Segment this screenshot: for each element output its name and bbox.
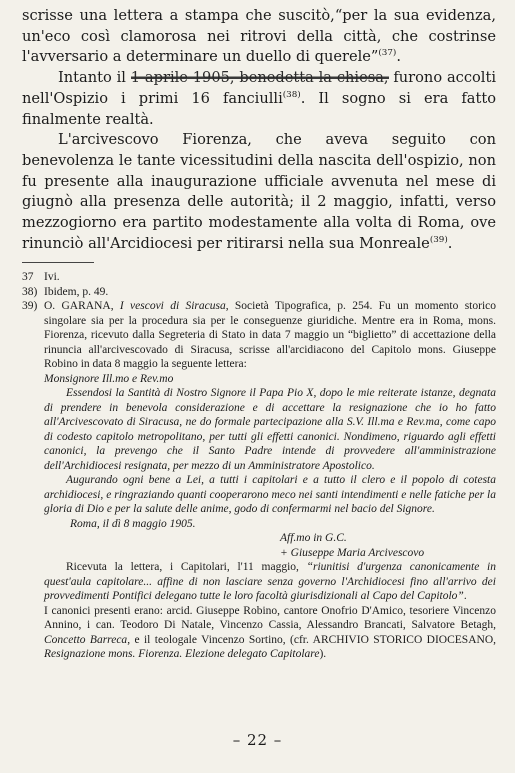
footnote-book-title: I vescovi di Siracusa [119, 300, 226, 312]
continuation-quote: “riunitisi d'urgenza canonicamente in quest'aula capitolare... affine di non lasciare senza governo l'Archidiocesi fino all'arrivo dei provvedimenti Pontifici delegano tutte le loro facoltà giurisdizionali al Capo del Capitolo” [44, 561, 496, 602]
continuation-end: . [463, 590, 467, 602]
footnote-ref-38: (38) [282, 89, 301, 100]
footnote-text: , Società Tipografica, p. 254. Fu un momento storico singolare sia per la procedura sia per le conseguenze giuridiche. Mentre era in Roma, mons. Fiorenza, ricevuto dalla Segreteria di Stato in data 7 maggio un “biglietto” di accettazione della rinuncia all'arcivescovado di Siracusa, scrisse all'arcidiacono del Capitolo mons. Giuseppe Robino in data 8 maggio la seguente lettera: [44, 300, 496, 370]
paragraph-3 [22, 130, 496, 254]
continuation-text: Ricevuta la lettera, i Capitolari, l'11 maggio, [66, 561, 307, 573]
footnote-text: Ibidem, p. 49. [44, 285, 109, 298]
paragraph-2-end: . Il sogno si era fatto finalmente realtà. [22, 89, 497, 128]
continuation-text: , e il teologale Vincenzo Sortino, (cfr. ARCHIVIO STORICO DIOCESANO, [127, 633, 496, 646]
footnote-continuation-1 [22, 560, 496, 604]
paragraph-3-text: L'arcivescovo Fiorenza, che aveva seguito con benevolenza le tante vicessitudini della nascita dell'ospizio, non fu presente alla inaugurazione ufficiale avvenuta nel mese di giugnò alla presenza delle autorità; il 2 maggio, infatti, verso mezzogiorno era partito modestamente alla volta di Roma, ove rinunciò all'Arcidiocesi per ritirarsi nella sua Monreale [22, 131, 496, 252]
footnote-author: O. GARANA, [44, 300, 120, 312]
continuation-text: I canonici presenti erano: arcid. Giuseppe Robino, cantore Onofrio D'Amico, tesoriere Vincenzo Annino, i can. Teodoro Di Natale, Vincenzo Cassia, Alessandro Brancati, Salvatore Betagh, [44, 604, 496, 631]
continuation-name: Concetto Barreca [44, 633, 128, 646]
letter-paragraph-2: Augurando ogni bene a Lei, a tutti i capitolari e a tutto il clero e il popolo di cotesta archidiocesi, e ringraziando quanti cooperarono meco nei santi intendimenti e nelle fatiche per la gloria di Dio e per la salute delle anime, godo di confermarmi nel bacio del Signore. [44, 474, 496, 515]
paragraph-1-text: scrisse una lettera a stampa che suscitò,“per la sua evidenza, un'eco così clamorosa nei ritrovi della città, che costrinse l'avversario a determinare un duello di querele” [22, 7, 496, 66]
footnote-divider [22, 262, 94, 263]
paragraph-2-text: furono accolti nell'Ospizio i primi 16 fanciulli [22, 69, 496, 107]
struck-through-text: 1 aprile 1905, benedetta la chiesa, [130, 69, 389, 87]
footnote-text: Ivi. [44, 271, 60, 283]
footnote-39 [22, 299, 496, 372]
footnote-37 [22, 270, 496, 285]
footnote-number: 38) [22, 285, 38, 298]
footnotes [22, 270, 496, 662]
footnote-ref-39: (39) [429, 234, 448, 245]
main-text [22, 6, 496, 254]
letter-closing: Aff.mo in G.C. [280, 532, 347, 544]
page-number: – 22 – [232, 731, 283, 749]
paragraph-2 [22, 68, 496, 130]
footnote-continuation-2 [22, 604, 496, 662]
footnote-number: 39) [22, 300, 38, 312]
letter-signature: + Giuseppe Maria Arcivescovo [280, 546, 425, 559]
letter-date: Roma, il dì 8 maggio 1905. [70, 517, 196, 530]
letter-salutation: Monsignore Ill.mo e Rev.mo [44, 372, 174, 385]
paragraph-2-start: Intanto il [58, 69, 131, 87]
footnote-number: 37 [22, 271, 34, 283]
footnote-38 [22, 285, 496, 300]
letter-paragraph-1: Essendosi la Santità di Nostro Signore il Papa Pio X, dopo le mie reiterate istanze, degnata di prendere in benevola considerazione e di accettare la resignazione che io ho fatto all'Arcivescovato di Siracusa, ne do formale partecipazione alla S.V. Ill.ma e Rev.ma, come capo di codesto capitolo metropolitano, per tutti gli effetti canonici. Nondimeno, riguardo agli effetti canonici, la prevengo che il Santo Padre intende di provvedere all'amministrazione dell'Archidiocesi resignata, per mezzo di un Amministratore Apostolico. [44, 387, 496, 472]
continuation-end: ). [319, 648, 327, 660]
paragraph-1 [22, 6, 496, 68]
continuation-source-title: Resignazione mons. Fiorenza. Elezione delegato Capitolare [44, 648, 320, 660]
footnote-ref-37: (37) [378, 48, 397, 59]
paragraph-1-end: . [396, 48, 401, 66]
paragraph-3-end: . [447, 234, 453, 252]
